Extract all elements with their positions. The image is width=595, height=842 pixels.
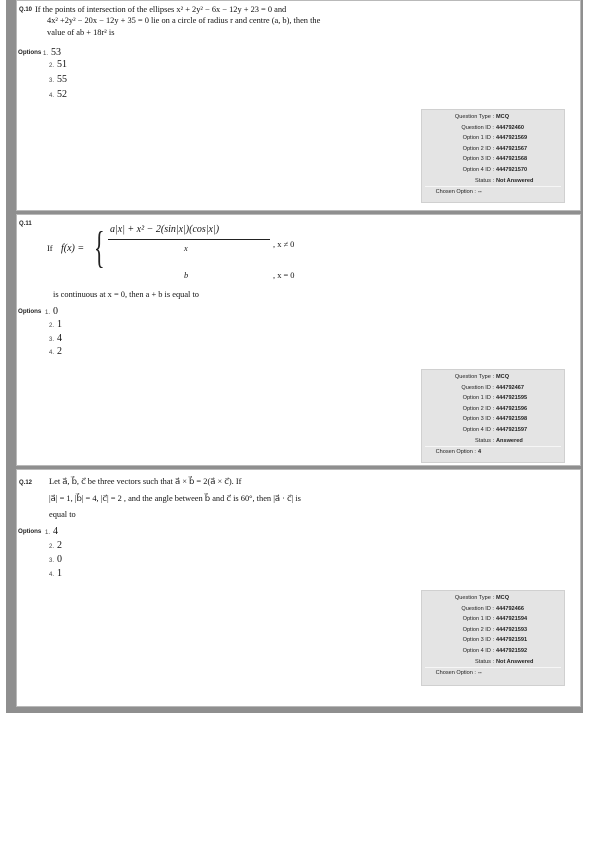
question-number: Q.11	[19, 221, 32, 227]
question-type-value: MCQ	[496, 374, 510, 380]
chosen-option-value: --	[478, 189, 482, 196]
option-item: 3. 55	[49, 74, 68, 85]
question-id-value: 444792467	[496, 384, 524, 391]
question-number: Q.12	[19, 480, 33, 486]
options-label: Options	[18, 49, 42, 56]
option-item: 4. 1	[49, 568, 63, 579]
question-card-q11	[16, 214, 581, 466]
question-info-panel: Question Type : MCQ Question ID : 444792466 Option 1 ID : 4447921594 Option 2 ID : 4447921593 Option 3 ID : 4447921591 Option 4 ID : 4447921592 Status : Not Answered Chosen Option : --	[421, 590, 565, 686]
question-type-value: MCQ	[496, 114, 510, 120]
status-value: Answered	[496, 437, 523, 444]
question-info-panel: Question Type : MCQ Question ID : 444792460 Option 1 ID : 4447921569 Option 2 ID : 4447921567 Option 3 ID : 4447921568 Option 4 ID : 4447921570 Status : Not Answered Chosen Option : --	[421, 109, 565, 203]
chosen-option-value: --	[478, 670, 482, 677]
chosen-option-value: 4	[478, 449, 482, 456]
question-text-line: Let a⃗, b⃗, c⃗ be three vectors such that a⃗ × b⃗ = 2(a⃗ × c⃗). If	[49, 477, 242, 486]
case2-condition: , x = 0	[273, 271, 295, 280]
option-item: 3. 4	[49, 333, 63, 344]
case1-condition: , x ≠ 0	[273, 240, 295, 249]
question-type-value: MCQ	[496, 595, 510, 601]
status-value: Not Answered	[496, 177, 534, 184]
option-item: 4. 2	[49, 346, 63, 357]
question-text-line: 4x² +2y² − 20x − 12y + 35 = 0 lie on a circle of radius r and centre (a, b), then the	[47, 16, 321, 25]
question-text-line: is continuous at x = 0, then a + b is equal to	[53, 290, 199, 299]
option-item: 1. 53	[43, 47, 62, 58]
function-name: f(x) =	[61, 243, 85, 254]
option-item: 2. 1	[49, 319, 63, 330]
options-label: Options	[18, 528, 42, 535]
question-id-value: 444792466	[496, 605, 524, 612]
question-text-line: equal to	[49, 510, 76, 519]
option-item: 2. 51	[49, 59, 68, 70]
option-item: 2. 2	[49, 540, 63, 551]
question-id-value: 444792460	[496, 124, 524, 131]
case2-expression: b	[184, 271, 189, 280]
question-card-q10	[16, 0, 581, 211]
case1-numerator: a|x| + x² − 2(sin|x|)(cos|x|)	[110, 224, 220, 235]
question-number: Q.10	[19, 7, 33, 13]
question-text-line: |a⃗| = 1, |b⃗| = 4, |c⃗| = 2 , and the angle between b⃗ and c⃗ is 60°, then |a⃗ · c⃗| is	[49, 494, 301, 503]
question-text-line: If the points of intersection of the ellipses x² + 2y² − 6x − 12y + 23 = 0 and	[35, 5, 287, 14]
question-info-panel: Question Type : MCQ Question ID : 444792467 Option 1 ID : 4447921595 Option 2 ID : 4447921596 Option 3 ID : 4447921598 Option 4 ID : 4447921597 Status : Answered Chosen Option : 4	[421, 369, 565, 463]
response-sheet-frame	[6, 0, 583, 713]
if-label: If	[47, 244, 53, 253]
options-label: Options	[18, 308, 42, 315]
left-brace: {	[94, 223, 105, 272]
status-value: Not Answered	[496, 658, 534, 665]
fraction-bar	[108, 239, 270, 240]
option-item: 1. 4	[45, 526, 59, 537]
option-item: 4. 52	[49, 89, 68, 100]
option-item: 1. 0	[45, 306, 59, 317]
case1-denominator: x	[184, 244, 188, 253]
question-card-q12	[16, 469, 581, 707]
option-item: 3. 0	[49, 554, 63, 565]
question-text-line: value of ab + 18r² is	[47, 28, 115, 37]
